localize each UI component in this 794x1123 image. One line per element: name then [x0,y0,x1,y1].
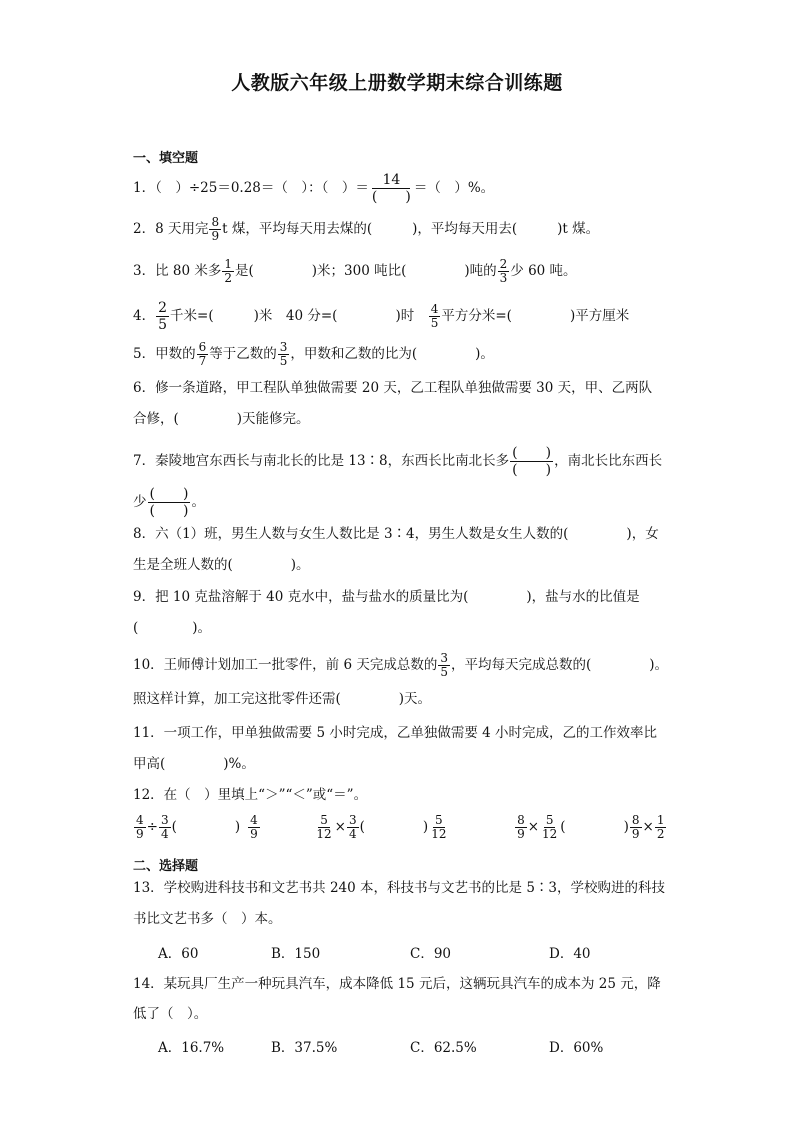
fraction: $\frac{14}{( )}$ [371,172,411,205]
question-6-line-2: 合修，( )天能修完。 [133,411,310,427]
question-5: 5．甲数的 $\frac{6}{7}$ 等于乙数的 $\frac{3}{5}$ ，甲数和乙数的比为( )。 [133,340,494,368]
question-10-line-1: 10．王师傅计划加工一批零件，前 6 天完成总数的 $\frac{3}{5}$ ，平均每天完成总数的( )。 [133,651,669,679]
question-14-line-2: 低了（ ）。 [133,1006,208,1022]
q13-option-a[interactable]: A．60 [158,946,199,962]
question-9-line-2: ( )。 [133,620,212,636]
question-2: 2．8 天用完 $\frac{8}{9}$ t 煤，平均每天用去煤的( )，平均每天用去( )t 煤。 [133,215,600,243]
fraction: $\frac{( )}{( )}$ [149,486,189,519]
fraction: $\frac{1}{2}$ [224,257,232,285]
q14-option-d[interactable]: D．60% [549,1040,604,1056]
question-3: 3．比 80 米多 $\frac{1}{2}$ 是( )米；300 吨比( )吨的 $\frac{2}{3}$ 少 60 吨。 [133,257,577,285]
q14-option-b[interactable]: B．37.5% [271,1040,338,1056]
fraction: $\frac{2}{3}$ [499,257,508,285]
question-10-line-2: 照这样计算，加工完这批零件还需( )天。 [133,691,432,707]
page-title: 人教版六年级上册数学期末综合训练题 [231,72,563,94]
section-choice-heading: 二、选择题 [133,859,199,874]
fraction: $\frac{2}{5}$ [158,300,168,333]
question-12-expressions [133,814,667,841]
question-1: 1．（ ）÷25＝0.28＝（ ）：（ ）＝ $\frac{14}{( )}$ ＝（ ）%。 [133,172,495,205]
q14-option-c[interactable]: C．62.5% [410,1040,477,1056]
question-11-line-1: 11．一项工作，甲单独做需要 5 小时完成，乙单独做需要 4 小时完成，乙的工作效率比 [133,725,658,741]
question-4: 4． $\frac{2}{5}$ 千米=( )米 40 分=( )时 $\frac{4}{5}$ 平方分米=( )平方厘米 [133,300,630,333]
question-8-line-1: 8．六（1）班，男生人数与女生人数比是 3∶4，男生人数是女生人数的( )，女 [133,526,659,542]
section-fill-heading: 一、填空题 [133,151,199,166]
q14-option-a[interactable]: A．16.7% [158,1040,225,1056]
q13-option-b[interactable]: B．150 [271,946,321,962]
question-9-line-1: 9．把 10 克盐溶解于 40 克水中，盐与盐水的质量比为( )，盐与水的比值是 [133,589,640,605]
q13-option-c[interactable]: C．90 [410,946,452,962]
question-13-line-2: 书比文艺书多（ ）本。 [133,911,282,927]
question-8-line-2: 生是全班人数的( )。 [133,557,310,573]
question-13-line-1: 13．学校购进科技书和文艺书共 240 本，科技书与文艺书的比是 5∶3，学校购进的科技 [133,880,665,896]
question-7-line-2: 少 $\frac{( )}{( )}$ 。 [133,486,205,519]
comparison-3: $\frac{8}{9}$ × $\frac{5}{12}$ ( ) $\frac{8}{9}$ × $\frac{1}{2}$ [517,813,665,841]
fraction: $\frac{6}{7}$ [198,340,207,368]
fraction: $\frac{8}{9}$ [211,215,220,243]
fraction: $\frac{( )}{( )}$ [512,445,552,478]
question-12-line-1: 12．在（ ）里填上“＞”“＜”或“＝”。 [133,787,368,803]
comparison-1: $\frac{4}{9}$ ÷ $\frac{3}{4}$ ( ) $\frac{4}{9}$ [136,813,258,841]
fraction: $\frac{3}{5}$ [440,651,448,679]
question-11-line-2: 甲高( )%。 [133,756,255,772]
fraction: $\frac{4}{5}$ [430,302,439,330]
comparison-2: $\frac{5}{12}$ × $\frac{3}{4}$ ( ) $\frac{5}{12}$ [316,813,447,841]
fraction: $\frac{3}{5}$ [279,340,288,368]
question-6-line-1: 6．修一条道路，甲工程队单独做需要 20 天，乙工程队单独做需要 30 天，甲、乙两队 [133,380,653,396]
question-7-line-1: 7．秦陵地宫东西长与南北长的比是 13∶8，东西长比南北长多 $\frac{( )}{( )}$ ，南北长比东西长 [133,445,663,478]
q13-option-d[interactable]: D．40 [549,946,591,962]
question-14-line-1: 14．某玩具厂生产一种玩具汽车，成本降低 15 元后，这辆玩具汽车的成本为 25 元，降 [133,976,661,992]
